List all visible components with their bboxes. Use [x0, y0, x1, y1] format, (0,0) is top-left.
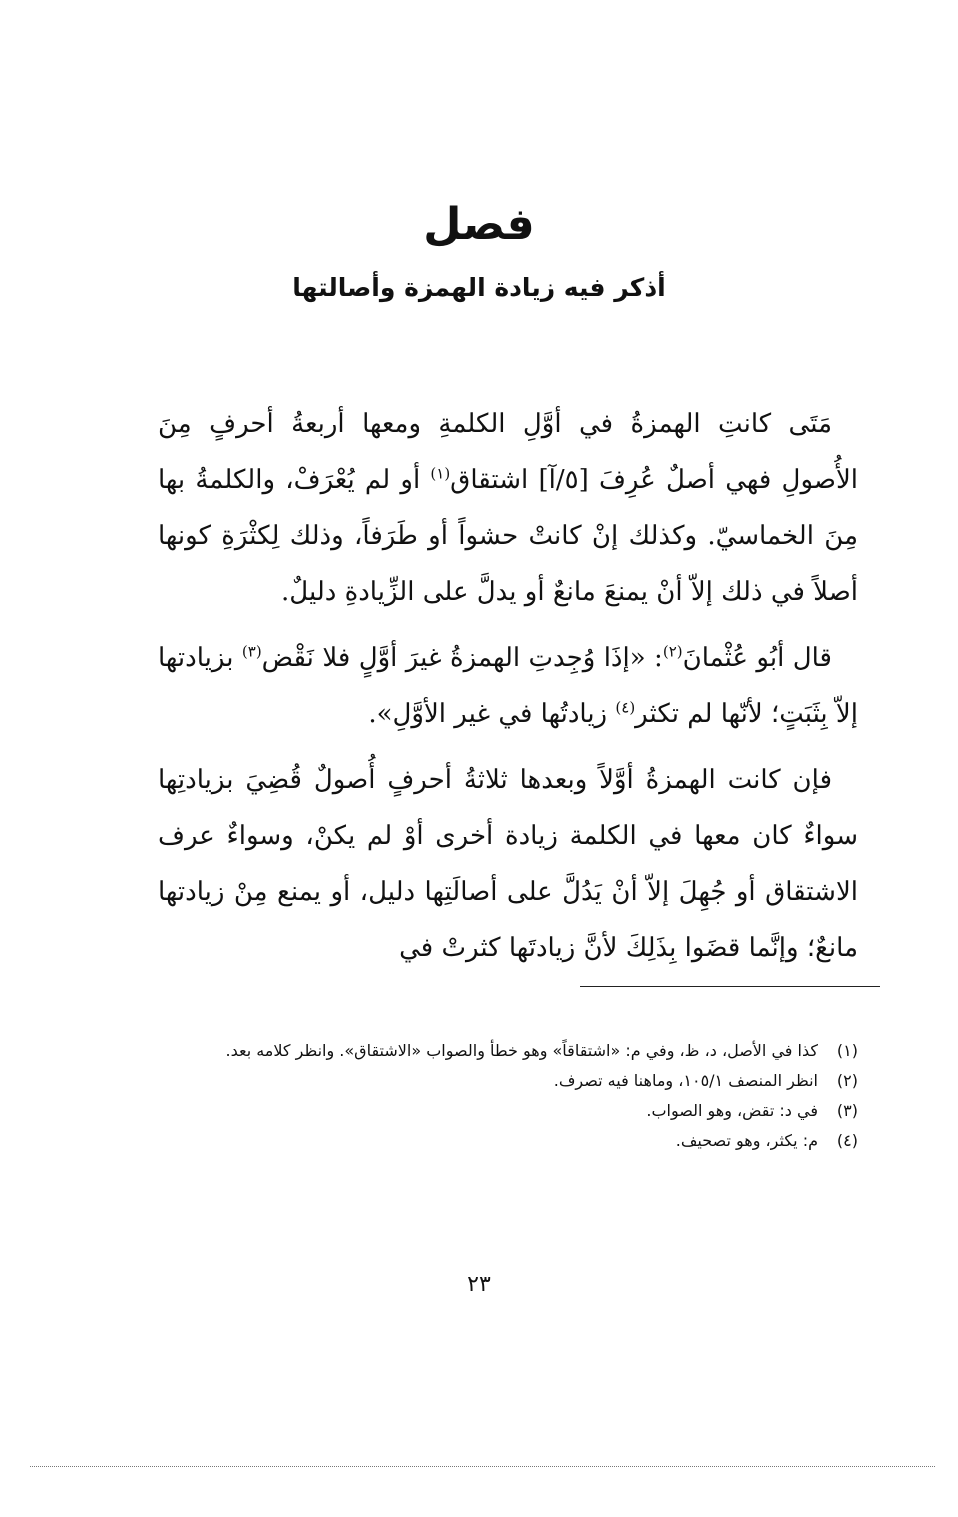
footnotes-list	[190, 1036, 858, 1156]
footnote-number: (٤)	[836, 1131, 858, 1150]
footnote-number: (٢)	[836, 1071, 858, 1090]
footnote-number: (٣)	[836, 1101, 858, 1120]
paragraph-2-text-d: زيادتُها في غير الأوَّلِ».	[368, 699, 616, 729]
paragraph-1-text-a: مَتَى كانتِ الهمزةُ في أوَّلِ الكلمةِ ومعها أربعةُ أحرفٍ مِنَ الأُصولِ فهي أصلٌ عُرِفَ [٥/آ] اشتقاق	[158, 409, 858, 495]
page-number: ٢٣	[467, 1272, 491, 1297]
paragraph-2-text-a: قال أبُو عُثْمانَ	[682, 643, 832, 673]
paragraph-1-text-b: أو لم يُعْرَفْ، والكلمةُ بها مِنَ الخماسيّ. وكذلك إنْ كانتْ حشواً أو طَرَفاً، وذلك لِكثْرَةِ كونها أصلاً في ذلك إلاّ أنْ يمنعَ مانعٌ أو يدلَّ على الزِّيادةِ دليلٌ.	[158, 465, 858, 607]
body-text	[158, 396, 858, 986]
footnote-item	[190, 1036, 858, 1066]
section-subtitle: أذكر فيه زيادة الهمزة وأصالتها	[292, 273, 666, 302]
footnote-text: كذا في الأصل، د، ظ، وفي م: «اشتقاقاً» وهو خطأ والصواب «الاشتقاق». وانظر كلامه بعد.	[225, 1041, 818, 1060]
footnote-number: (١)	[836, 1041, 858, 1060]
paragraph-2-text-b: : «إذَا وُجِدتِ الهمزةُ غيرَ أوَّلٍ فلا نَقْض	[261, 643, 663, 673]
paragraph-1	[158, 396, 858, 620]
page-bottom-dotted-line	[30, 1466, 935, 1467]
paragraph-2	[158, 630, 858, 742]
footnote-separator	[580, 986, 880, 987]
footnote-ref-1: (١)	[430, 464, 451, 483]
footnote-item	[190, 1126, 858, 1156]
footnote-ref-2: (٢)	[662, 642, 683, 661]
paragraph-3: فإن كانت الهمزةُ أوَّلاً وبعدها ثلاثةُ أحرفٍ أُصولٌ قُضِيَ بزيادتِها سواءٌ كان معها في الكلمة زيادة أخرى أوْ لم يكنْ، وسواءٌ عرف الاشتقاق أو جُهِلَ إلاّ أنْ يَدُلَّ على أصالَتِها دليل، أو يمنع مِنْ زيادتها مانعٌ؛ وإنَّما قضَوا بِذَلِكَ لأنَّ زيادتَها كثرتْ في	[158, 765, 858, 963]
footnote-ref-4: (٤)	[615, 698, 636, 717]
footnote-text: انظر المنصف ١٠٥/١، وماهنا فيه تصرف.	[553, 1071, 818, 1090]
section-title: فصل	[423, 199, 535, 250]
footnote-ref-3: (٣)	[241, 642, 262, 661]
footnote-text: في د: تقض، وهو الصواب.	[646, 1101, 818, 1120]
paragraph-2-text-c: بزيادتها إلاّ بِثَبَتٍ؛ لأنّها لم تكثر	[158, 643, 858, 729]
footnote-item	[190, 1066, 858, 1096]
footnote-text: م: يكثر، وهو تصحيف.	[675, 1131, 818, 1150]
footnote-item	[190, 1096, 858, 1126]
